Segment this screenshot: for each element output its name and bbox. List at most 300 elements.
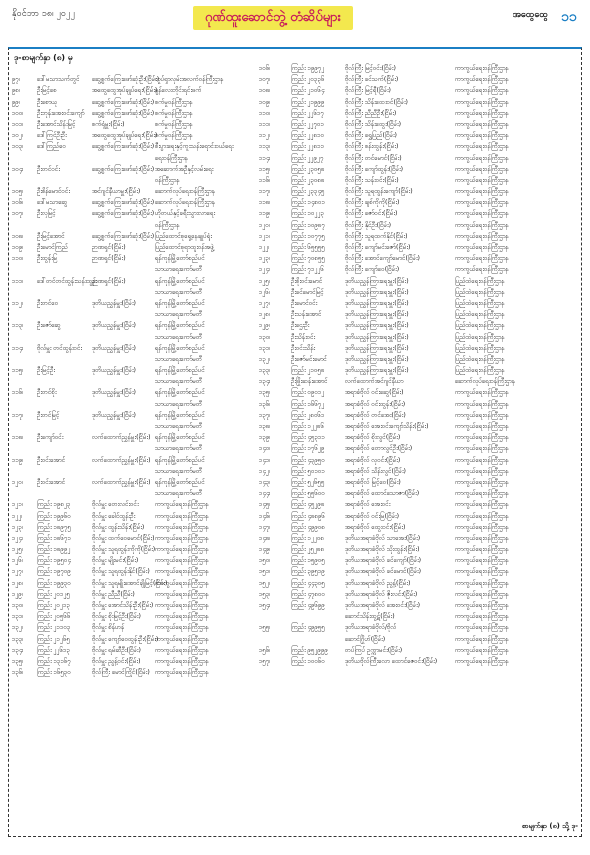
page-number: ၁၁ bbox=[561, 9, 577, 25]
position: ဒုတိယညွှန်မှူး(ငြိမ်း) bbox=[92, 389, 136, 397]
department: စီးပွားရေးနှင့်ကူးသန်းရောင်းဝယ်ရေး bbox=[155, 143, 234, 151]
position: ဗိုလ်မှူး စိန်ဟန် bbox=[92, 624, 125, 632]
person-name: ကြည်း ၁၃၁၆၇ bbox=[37, 657, 72, 665]
row-number: ၁၃၁၊ bbox=[12, 613, 24, 621]
department-2: ကာကွယ်ရေးဝန်ကြီးဌာန bbox=[455, 76, 509, 84]
position: အင်ဂျင်နီယာမှူး(ငြိမ်း) bbox=[92, 188, 141, 196]
row-number-2: ၁၁၃၊ bbox=[259, 143, 271, 151]
row-number: ၁၃၃၊ bbox=[12, 635, 24, 643]
row-number-2: ၁၁၅၊ bbox=[259, 165, 271, 173]
position bbox=[92, 421, 155, 432]
position bbox=[92, 287, 155, 298]
person-name bbox=[37, 287, 92, 298]
service-id: ကြည်း ၁၀၉၈၇ bbox=[291, 221, 326, 229]
row-number-2: ၁၅၀၊ bbox=[259, 557, 271, 565]
service-id: ကြည်း ၁၄၈၀၁ bbox=[291, 199, 326, 207]
position: ဗိုလ်မှူး သူရထွန်းနိုင်(ငြိမ်း) bbox=[92, 568, 150, 576]
department-2: ပြည်ထဲရေးဝန်ကြီးဌာန bbox=[455, 344, 505, 352]
person-name-2: ဗိုလ်ကြီး ကျော်ဝေ(ငြိမ်း) bbox=[345, 266, 400, 274]
person-name-2: ဗိုလ်ကြီး တင်မောင်(ငြိမ်း) bbox=[345, 154, 402, 162]
person-name: ကြည်း ၂၂၆၁၃ bbox=[37, 646, 71, 654]
person-name: ဦးတင်ဝေ bbox=[37, 299, 59, 307]
service-id: ကြည်း ၄၅၂၉၈ bbox=[291, 501, 325, 509]
service-id: ကြည်း ၄၉၉၀၈ bbox=[291, 523, 326, 531]
row-number-2 bbox=[259, 611, 291, 622]
department: ကာကွယ်ရေးဝန်ကြီးဌာန bbox=[155, 557, 209, 565]
department-2: ကာကွယ်ရေးဝန်ကြီးဌာန bbox=[455, 657, 509, 665]
row-number-2: ၁၃၄၊ bbox=[259, 378, 271, 386]
department: ကာကွယ်ရေးဝန်ကြီးဌာန bbox=[155, 613, 209, 621]
person-name: ဦးတင်မြင့် bbox=[37, 411, 60, 419]
department: ရန်ကုန်မြို့တော်စည်ပင် bbox=[155, 322, 205, 330]
service-id: ကြည်း ၂၅၂၈၈ bbox=[291, 546, 325, 554]
department: ရန်ကုန်မြို့တော်စည်ပင် bbox=[155, 456, 205, 464]
row-number bbox=[12, 421, 37, 432]
row-number bbox=[12, 264, 37, 275]
row-number: ၁၁၀၊ bbox=[12, 255, 24, 263]
position: ဗိုလ်မှူး ထက်ဝေမောင်(ငြိမ်း) bbox=[92, 534, 155, 542]
department-2: ကာကွယ်ရေးဝန်ကြီးဌာန bbox=[455, 624, 509, 632]
list-row bbox=[12, 566, 578, 577]
row-number-2: ၁၁၇၊ bbox=[259, 188, 271, 196]
position: ဗိုလ်မှူး ထွန်းသိန်း(ငြိမ်း) bbox=[92, 523, 145, 531]
service-id: ကြည်း ၁၀၂၂၃ bbox=[291, 210, 325, 218]
position: ဗိုလ်မှူး သူရမျိုးအောင်ချိုမြင့်(ငြိမ်း) bbox=[92, 579, 168, 587]
department-2: ပြည်ထဲရေးဝန်ကြီးဌာန bbox=[455, 299, 505, 307]
row-number: ၁၃၀၊ bbox=[12, 602, 24, 609]
position: ဒုတိယညွှန်မှူး(ငြိမ်း) bbox=[92, 322, 136, 330]
person-name bbox=[37, 153, 92, 164]
person-name: ကြည်း ၂၁၁၀၃ bbox=[37, 624, 71, 632]
person-name: ဦးမောင်ကြည် bbox=[37, 244, 68, 251]
department-2: ကာကွယ်ရေးဝန်ကြီးဌာန bbox=[455, 176, 509, 184]
department: ကာကွယ်ရေးဝန်ကြီးဌာန bbox=[155, 534, 209, 542]
position bbox=[92, 376, 155, 387]
service-id: ကြည်း ၄၈၈၉၆ bbox=[291, 512, 326, 520]
department: ကာကွယ်ရေးဝန်ကြီးဌာန bbox=[155, 646, 209, 654]
person-name-2: ဗိုလ်ကြီး နိုင်ဦး(ငြိမ်း) bbox=[345, 221, 392, 229]
department-2: ကာကွယ်ရေးဝန်ကြီးဌာန bbox=[455, 244, 509, 251]
person-name: ကြည်း ၁၆၅၃၀ bbox=[37, 669, 72, 677]
person-name: ဒေါ်ကြည်ဝေ bbox=[37, 143, 67, 151]
list-row bbox=[12, 231, 578, 242]
row-number-2: ၁၅၆၊ bbox=[259, 646, 271, 654]
person-name bbox=[37, 332, 92, 343]
department-2: ပြည်ထဲရေးဝန်ကြီးဌာန bbox=[455, 288, 505, 296]
row-number: ၁၁၆၊ bbox=[12, 389, 24, 397]
person-name: ဒေါ်ကြင်ဦးဦး bbox=[37, 132, 67, 140]
list-row bbox=[12, 253, 578, 264]
list-row bbox=[12, 74, 578, 85]
row-number: ၁၂၄၊ bbox=[12, 534, 23, 542]
department: ဟိုတယ်နှင့်ခရီးသွားလာရေး bbox=[155, 210, 216, 218]
department-2: ကာကွယ်ရေးဝန်ကြီးဌာန bbox=[455, 221, 509, 229]
department-2: ကာကွယ်ရေးဝန်ကြီးဌာန bbox=[455, 613, 509, 621]
row-number bbox=[12, 309, 37, 320]
row-number-2: ၁၂၈၊ bbox=[259, 311, 271, 319]
position: စက်ရုံမှူး(ငြိမ်း) bbox=[92, 120, 125, 128]
department: ရန်ကုန်မြို့တော်စည်ပင် bbox=[155, 299, 205, 307]
person-name: ဒေါ်တင်တင်ထွန်းသန်းထွန်း bbox=[37, 277, 98, 285]
person-name-2: ဗိုလ်ကြီး သိန်းထွေး(ငြိမ်း) bbox=[345, 120, 402, 128]
person-name-2: ဒုတိယညွှန်ကြားရေးမှူး(ငြိမ်း) bbox=[345, 333, 409, 341]
position: ဆွေ့စွက်ကြေးဖော်ဆုံး(ငြိမ်း) bbox=[92, 109, 155, 117]
person-name: ဦးတင်စိုး bbox=[37, 389, 57, 397]
department-2: ကာကွယ်ရေးဝန်ကြီးဌာန bbox=[455, 546, 509, 554]
department-2: ကာကွယ်ရေးဝန်ကြီးဌာန bbox=[455, 523, 509, 531]
department-2: ကာကွယ်ရေးဝန်ကြီးဌာန bbox=[455, 478, 509, 486]
department bbox=[155, 63, 259, 74]
list-row bbox=[12, 141, 578, 152]
position: ဆွေ့စွက်ကြေးဖော်ဆုံး(ငြိမ်း) bbox=[92, 143, 155, 151]
row-number: ၁၀၅၊ bbox=[12, 188, 24, 196]
service-id: ကြည်း ၀၉၀၁၂ bbox=[291, 389, 325, 397]
person-name bbox=[37, 421, 92, 432]
department: လှုပ်ရှာလှမ်းအလက်ဝန်ကြီးဌာန bbox=[155, 76, 224, 84]
page-title: ဂုဏ်ထူးဆောင်ဘွဲ့ တံဆိပ်များ bbox=[193, 6, 353, 30]
person-name-2: အရာခံဗိုလ် မြင့်ဝေ(ငြိမ်း) bbox=[345, 478, 401, 486]
person-name bbox=[37, 220, 92, 231]
row-number: ၉၉၊ bbox=[12, 98, 20, 106]
service-id: ကြည်း ၁၂၂၈၆ bbox=[291, 423, 325, 430]
department-2: ကာကွယ်ရေးဝန်ကြီးဌာန bbox=[455, 165, 509, 173]
row-number-2: ၁၃၈၊ bbox=[259, 423, 271, 430]
position: ဗိုလ်မှူး တေးလင်းဝင်း bbox=[92, 501, 139, 509]
person-name: ဦးစိန်မောင်ဝင်း bbox=[37, 188, 71, 196]
person-name-2: ဆောင်ဂြိုဟ်(ငြိမ်း) bbox=[345, 635, 386, 643]
service-id: ဦးဌေးဦး bbox=[291, 322, 310, 330]
list-row bbox=[12, 354, 578, 365]
row-number-2: ၁၃၅၊ bbox=[259, 389, 271, 397]
person-name: ဦးဘုန်းအေးဝင်းကျော် bbox=[37, 109, 85, 117]
row-number: ၁၂၆၊ bbox=[12, 557, 23, 565]
row-number-2: ၁၄၃၊ bbox=[259, 478, 271, 486]
row-number-2: ၁၄၁၊ bbox=[259, 456, 271, 464]
service-id: ဦးဖြိုးဆန်းအောင် bbox=[291, 378, 328, 386]
department-2: ကာကွယ်ရေးဝန်ကြီးဌာန bbox=[455, 120, 509, 128]
row-number: ၁၃၆၊ bbox=[12, 669, 24, 677]
department: သာယာရေးကော်မတီ bbox=[155, 445, 203, 453]
department: ကာကွယ်ရေးဝန်ကြီးဌာန bbox=[155, 624, 209, 632]
position: ဗိုလ်မှူး ရမ်ဆီဦး(ငြိမ်း) bbox=[92, 646, 141, 654]
person-name: ကြည်း ၁၉၉၃၀ bbox=[37, 579, 72, 587]
department-2: ကာကွယ်ရေးဝန်ကြီးဌာန bbox=[455, 411, 509, 419]
row-number bbox=[12, 376, 37, 387]
section-label: အထွေထွေ bbox=[512, 10, 548, 20]
service-id: ကြည်း ၅၂၆၅၅ bbox=[291, 478, 325, 486]
row-number-2: ၁၄၅၊ bbox=[259, 501, 271, 509]
list-row bbox=[12, 600, 578, 611]
list-row bbox=[12, 264, 578, 275]
list-row bbox=[12, 634, 578, 645]
person-name: ဦးမြင့်စေ bbox=[37, 87, 57, 95]
person-name-2: ဗိုလ်ကြီး စန်းထွန်း(ငြိမ်း) bbox=[345, 143, 399, 151]
row-number: ၁၁၄၊ bbox=[12, 344, 24, 352]
department: ရန်ကုန်မြို့တော်စည်ပင် bbox=[155, 389, 205, 397]
person-name: ဦးစောယု bbox=[37, 98, 58, 106]
row-number-2: ၁၁၀၊ bbox=[259, 109, 271, 117]
list-row bbox=[12, 410, 578, 421]
department: ကာကွယ်ရေးဝန်ကြီးဌာန bbox=[155, 602, 209, 609]
person-name: ကြည်း ၁၈၉၉၂ bbox=[37, 546, 71, 554]
service-id: ဦးခင်မောင်မြင့် bbox=[291, 288, 324, 296]
service-id: ကြည်း ၄၉၆၉၉ bbox=[291, 602, 326, 609]
list-row bbox=[12, 667, 578, 678]
department: စက်မှုဝန်ကြီးဌာန bbox=[155, 132, 193, 140]
list-row bbox=[12, 298, 578, 309]
department-2: ကာကွယ်ရေးဝန်ကြီးဌာန bbox=[455, 389, 509, 397]
person-name-2 bbox=[345, 667, 455, 678]
row-number bbox=[12, 220, 37, 231]
row-number-2: ၁၅၅၊ bbox=[259, 624, 271, 632]
person-name-2: အရာခံဗိုလ် အေးဝင်းကျော်သိန်း(ငြိမ်း) bbox=[345, 423, 429, 430]
position bbox=[92, 63, 155, 74]
department: ပြည်ထောင်စုရှေ့နေချုပ်ရုံး bbox=[155, 232, 212, 240]
list-row bbox=[12, 220, 578, 231]
department: ဆောက်လုပ်ရေးဝန်ကြီးဌာန bbox=[155, 188, 216, 196]
position: လက်ထောက်ညွှန်မှူး(ငြိမ်း) bbox=[92, 478, 151, 486]
department-2: ကာကွယ်ရေးဝန်ကြီးဌာန bbox=[455, 467, 509, 475]
person-name: ဒေါ်မသာသက်တွင် bbox=[37, 76, 80, 84]
list-row bbox=[12, 466, 578, 477]
department: ကာကွယ်ရေးဝန်ကြီးဌာန bbox=[155, 546, 209, 554]
person-name: ကြည်း ၂၁၂၆၅ bbox=[37, 635, 71, 643]
row-number: ၁၁၃၊ bbox=[12, 322, 24, 330]
department-2: ကာကွယ်ရေးဝန်ကြီးဌာန bbox=[455, 266, 509, 274]
department: သာယာရေးကော်မတီ bbox=[155, 490, 203, 498]
row-number-2: ၁၄၀၊ bbox=[259, 445, 271, 453]
service-id: ကြည်း ၂၈၀၆၁ bbox=[291, 411, 325, 419]
department-2: ကာကွယ်ရေးဝန်ကြီးဌာန bbox=[455, 87, 509, 95]
position: ဒုတိယညွှန်မှူး(ငြိမ်း) bbox=[92, 367, 136, 375]
person-name-2: ဒုတိယအရာခံဗိုလ် ခင်မောင်(ငြိမ်း) bbox=[345, 568, 422, 576]
list-row bbox=[12, 320, 578, 331]
department: သာယာရေးကော်မတီ bbox=[155, 378, 203, 386]
position: ဗိုလ်မှူး အောင်သိန်းဦး(ငြိမ်း) bbox=[92, 602, 154, 609]
person-name-2: ဗိုလ်ကြီး ခင်သက်(ငြိမ်း) bbox=[345, 76, 399, 84]
person-name: ဦးတင်ဝင်း bbox=[37, 165, 60, 173]
list-row bbox=[12, 119, 578, 130]
row-number-2: ၁၃၁၊ bbox=[259, 344, 271, 352]
position: ဆွေ့စွက်ကြေးဖော်ဆုံး(ငြိမ်း) bbox=[92, 199, 155, 207]
list-row bbox=[12, 97, 578, 108]
service-id: ကြည်း ၁၆၆၇၂ bbox=[291, 400, 325, 408]
list-row bbox=[12, 589, 578, 600]
person-name-2: အရာခံဗိုလ် ဝင်းမြ(ငြိမ်း) bbox=[345, 512, 400, 520]
row-number: ၁၂၈၊ bbox=[12, 579, 24, 587]
service-id: ကြည်း ၂၁၀၅၈ bbox=[291, 367, 325, 375]
department: သာယာရေးကော်မတီ bbox=[155, 288, 203, 296]
position: ဗိုလ်မှူး သူရထွန်းကိုကို(ငြိမ်း) bbox=[92, 546, 156, 554]
service-id: ကြည်း ၇၀၈၅၅ bbox=[291, 255, 326, 263]
person-name: ကြည်း ၁၉၇၀၉ bbox=[37, 568, 72, 576]
row-number-2: ၁၁၉၊ bbox=[259, 210, 271, 218]
list-row bbox=[12, 656, 578, 667]
person-name-2: ဒုတိယအရာခံဗိုလ် ဇိုးလင်း(ငြိမ်း) bbox=[345, 590, 418, 598]
row-number-2: ၁၀၇၊ bbox=[259, 76, 271, 84]
service-id: ဦးသိန်းဝင်း bbox=[291, 333, 316, 341]
person-name-2: ဗိုလ်ကြီး မြင့်ဝင်း(ငြိမ်း) bbox=[345, 65, 396, 72]
person-name-2: ဗိုလ်ကြီး အောင်ကျော်မောင်(ငြိမ်း) bbox=[345, 255, 420, 263]
row-number-2: ၁၀၉၊ bbox=[259, 98, 271, 106]
person-name-2: ဒုတိယညွှန်ကြားရေးမှူး(ငြိမ်း) bbox=[345, 367, 409, 375]
department-2: ကာကွယ်ရေးဝန်ကြီးဌာန bbox=[455, 568, 509, 576]
position bbox=[92, 220, 155, 231]
person-name-2: ဒုတိယညွှန်ကြားရေးမှူး(ငြိမ်း) bbox=[345, 311, 409, 319]
publication-date: နိုဝင်ဘာ ၁၈၊ ၂၀၂၂ bbox=[12, 9, 75, 19]
service-id: ကြည်း ၃၉၅၁၉ bbox=[291, 568, 326, 576]
position bbox=[92, 466, 155, 477]
service-id: ကြည်း ၂၂၈၁၀ bbox=[291, 132, 325, 140]
position: ဒုတိယညွှန်မှူး(ငြိမ်း) bbox=[92, 299, 136, 307]
row-number-2: ၁၀၈၊ bbox=[259, 87, 271, 95]
person-name-2: ဒုတိယအရာခံဗိုလ် ခင်ကျော်(ငြိမ်း) bbox=[345, 557, 422, 565]
position: အထွေထွေအုပ်ချုပ်ရေး(ငြိမ်း) bbox=[92, 132, 158, 140]
person-name: ကြည်း ၂၀၂၁၃ bbox=[37, 602, 71, 609]
position: ဒုတိယညွှန်မှူး(ငြိမ်း) bbox=[92, 344, 136, 352]
service-id: ကြည်း ၂၂၈၁၁ bbox=[291, 143, 325, 151]
department-2: ကာကွယ်ရေးဝန်ကြီးဌာန bbox=[455, 65, 509, 72]
service-id: ဦးဝင်းသိန်း bbox=[291, 344, 316, 352]
person-name-2: အရာခံဗိုလ် ဝင်းဆွေ(ငြိမ်း) bbox=[345, 389, 404, 397]
department-2: ကာကွယ်ရေးဝန်ကြီးဌာန bbox=[455, 490, 509, 498]
position: ဆွေ့စွက်ကြေးဖော်ဆုံး(ငြိမ်း) bbox=[92, 210, 155, 218]
list-row bbox=[12, 622, 578, 633]
position bbox=[92, 309, 155, 320]
row-number-2: ၁၂၁၊ bbox=[259, 232, 270, 240]
person-name-2: အရာခံဗိုလ် ထောင်သောဇာ(ငြိမ်း) bbox=[345, 490, 420, 498]
position: ဗိုလ်ကြီး မောင်ကြိုင်(ငြိမ်း) bbox=[92, 669, 150, 677]
person-name bbox=[37, 264, 92, 275]
person-name-2: အရာခံဗိုလ် ထွေးဝင်း(ငြိမ်း) bbox=[345, 523, 406, 531]
row-number: ၁၃၄၊ bbox=[12, 646, 24, 654]
list-row bbox=[12, 499, 578, 510]
row-number: ၁၂၀၊ bbox=[12, 478, 23, 486]
row-number bbox=[12, 488, 37, 499]
person-name: ကြည်း ၁၉၈၂၃ bbox=[37, 501, 71, 509]
list-row bbox=[12, 332, 578, 343]
person-name: ဦးလှမြင့် bbox=[37, 210, 56, 218]
row-number-2: ၁၄၇၊ bbox=[259, 523, 271, 531]
position: ဒုတိယညွှန်မှူး(ငြိမ်း) bbox=[92, 411, 136, 419]
service-id: ကြည်း ၂၃၃၄၅ bbox=[291, 188, 325, 196]
department-2: ပြည်ထဲရေးဝန်ကြီးဌာန bbox=[455, 311, 505, 319]
continuation-heading: ဒု-စာမျက်နှာ (၈) မှ bbox=[14, 53, 73, 62]
department: စက်မှုဝန်ကြီးဌာန bbox=[155, 120, 193, 128]
row-number-2: ၁၃၃၊ bbox=[259, 367, 271, 375]
person-name-2: ဗိုလ်ကြီး မြင့်ရီ(ငြိမ်း) bbox=[345, 87, 391, 95]
department-2: ကာကွယ်ရေးဝန်ကြီးဌာန bbox=[455, 210, 509, 218]
person-name-2: ဗိုလ်ကြီး ဇော်ဝင်း(ငြိမ်း) bbox=[345, 210, 398, 218]
position: ဆွေ့စွက်ကြေးဖော်ဆုံး(ငြိမ်း) bbox=[92, 232, 155, 240]
row-number: ၉၈၊ bbox=[12, 87, 20, 95]
list-row bbox=[12, 511, 578, 522]
row-number-2: ၁၄၈၊ bbox=[259, 534, 271, 542]
row-number bbox=[12, 443, 37, 454]
row-number bbox=[12, 399, 37, 410]
position bbox=[92, 443, 155, 454]
list-row bbox=[12, 164, 578, 175]
service-id: ဦးသန်းအောင် bbox=[291, 311, 322, 319]
department-2: ကာကွယ်ရေးဝန်ကြီးဌာန bbox=[455, 445, 509, 453]
service-id: ကြည်း ၄၃၉၅၀ bbox=[291, 456, 326, 464]
service-id: ကြည်း ၄၇၈၀၀ bbox=[291, 590, 326, 598]
person-name-2: ဒုတိယအရာခံဗိုလ် ညွန့်(ငြိမ်း) bbox=[345, 579, 411, 587]
row-number-2: ၁၂၆၊ bbox=[259, 288, 270, 296]
row-number-2: ၁၄၆၊ bbox=[259, 512, 271, 520]
row-number: ၁၀၇၊ bbox=[12, 210, 24, 218]
position bbox=[92, 264, 155, 275]
position: ဉာဏရှင်(ငြိမ်း) bbox=[92, 277, 126, 285]
list-row bbox=[12, 432, 578, 443]
position bbox=[92, 488, 155, 499]
row-number-2: ၁၂၀၊ bbox=[259, 221, 270, 229]
service-id: ကြည်း ၂၂၆၁၇ bbox=[291, 109, 325, 117]
list-row bbox=[12, 522, 578, 533]
department-2: ပြည်ထဲရေးဝန်ကြီးဌာန bbox=[455, 322, 505, 330]
service-id: ကြည်း ၂၃၀၅၈ bbox=[291, 165, 325, 173]
department-2: ကာကွယ်ရေးဝန်ကြီးဌာန bbox=[455, 557, 509, 565]
department: သာယာရေးကော်မတီ bbox=[155, 423, 203, 430]
row-number bbox=[12, 287, 37, 298]
row-number bbox=[12, 354, 37, 365]
person-name: ကြည်း ၁၈၉၇၅ bbox=[37, 523, 72, 531]
row-number: ၁၂၉၊ bbox=[12, 590, 23, 598]
service-id: ကြည်း ၇၁၂၂၆ bbox=[291, 266, 325, 274]
list-row bbox=[12, 376, 578, 387]
row-number: ၁၂၃၊ bbox=[12, 523, 23, 531]
service-id: ကြည်း ၂၁၀၆၄ bbox=[291, 87, 325, 95]
department: အဆောက်အဦနှင့်လမ်းရေး bbox=[155, 165, 214, 173]
row-number bbox=[12, 175, 37, 186]
person-name bbox=[37, 488, 92, 499]
department-2: ကာကွယ်ရေးဝန်ကြီးဌာန bbox=[455, 602, 509, 609]
department: သာယာရေးကော်မတီ bbox=[155, 266, 203, 274]
row-number-2: ၁၅၁၊ bbox=[259, 568, 271, 576]
person-name-2: ဒုတိယညွှန်ကြားရေးမှူး(ငြိမ်း) bbox=[345, 355, 409, 363]
department-2: ကာကွယ်ရေးဝန်ကြီးဌာန bbox=[455, 98, 509, 106]
list-row bbox=[12, 208, 578, 219]
position bbox=[92, 354, 155, 365]
department: ရန်ကုန်မြို့တော်စည်ပင် bbox=[155, 277, 205, 285]
department: ရန်ကုန်မြို့တော်စည်ပင် bbox=[155, 367, 205, 375]
department-2: ကာကွယ်ရေးဝန်ကြီးဌာန bbox=[455, 232, 509, 240]
row-number bbox=[12, 332, 37, 343]
department-2: ကာကွယ်ရေးဝန်ကြီးဌာန bbox=[455, 143, 509, 151]
row-number-2 bbox=[259, 667, 291, 678]
position: ဉာဏရှင်(ငြိမ်း) bbox=[92, 255, 126, 263]
row-number: ၁၀၀၊ bbox=[12, 109, 24, 117]
person-name-2: တပ်ကြပ် ဥက္ကာမင်း(ငြိမ်း) bbox=[345, 646, 403, 654]
department-2: ပြည်ထဲရေးဝန်ကြီးဌာန bbox=[455, 333, 505, 341]
row-number: ၁၁၅၊ bbox=[12, 367, 24, 375]
row-number: ၁၁၂၊ bbox=[12, 299, 23, 307]
department-2: ကာကွယ်ရေးဝန်ကြီးဌာန bbox=[455, 635, 509, 643]
row-number-2: ၁၅၄၊ bbox=[259, 602, 271, 609]
service-id: ကြည်း ၅၀၁၀၁ bbox=[291, 467, 326, 475]
person-name-2: ဗိုလ်ကြီး ကျော်မင်းဇော်(ငြိမ်း) bbox=[345, 244, 411, 251]
person-name bbox=[37, 466, 92, 477]
row-number-2: ၁၅၂၊ bbox=[259, 579, 270, 587]
service-id: ကြည်း ၂၃၀၈၈ bbox=[291, 176, 325, 184]
row-number-2: ၁၅၇၊ bbox=[259, 657, 271, 665]
list-row bbox=[12, 108, 578, 119]
list-row bbox=[12, 309, 578, 320]
person-name: ဦးအောင်သိန်းမြင့် bbox=[37, 120, 76, 128]
row-number-2: ၁၁၈၊ bbox=[259, 199, 271, 207]
service-id: ကြည်း ၁၀၀၆၀ bbox=[291, 657, 326, 665]
person-name bbox=[37, 175, 92, 186]
